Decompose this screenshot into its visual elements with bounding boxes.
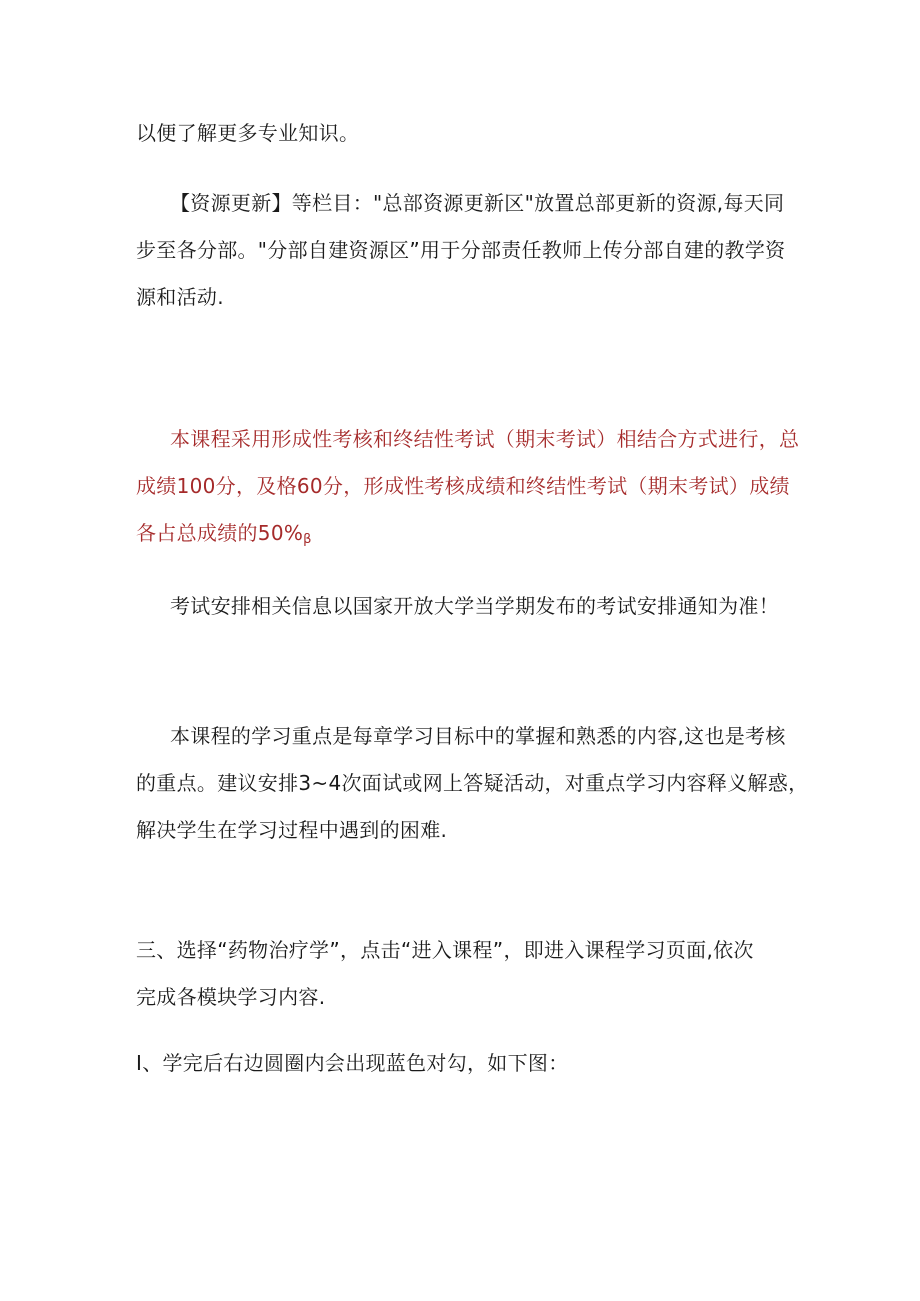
- text-line: 【资源更新】等栏目："总部资源更新区"放置总部更新的资源,每天同: [170, 191, 785, 215]
- text-line: 考试安排相关信息以国家开放大学当学期发布的考试安排通知为准！: [170, 594, 779, 618]
- paragraph-step-one: [136, 1040, 792, 1087]
- text-line: [136, 510, 792, 563]
- text-line: 以便了解更多专业知识。: [136, 121, 360, 145]
- text-fragment: 各占总成绩的50%: [136, 521, 304, 545]
- text-line: 源和活动.: [136, 285, 224, 309]
- text-line: I、学完后右边圆圈内会出现蓝色对勾，如下图：: [136, 1051, 569, 1075]
- paragraph-assessment: [136, 416, 800, 563]
- text-line: 本课程采用形成性考核和终结性考试（期末考试）相结合方式进行，总: [170, 427, 800, 451]
- text-artifact: β: [303, 532, 312, 547]
- paragraph-exam-notice: [136, 583, 792, 630]
- text-line: 的重点。建议安排3~4次面试或网上答疑活动，对重点学习内容释义解惑，: [136, 771, 809, 795]
- text-line: 完成各模块学习内容.: [136, 985, 326, 1009]
- text-line: 本课程的学习重点是每章学习目标中的掌握和熟悉的内容,这也是考核: [170, 724, 786, 748]
- text-line: 三、选择“药物治疗学”，点击“进入课程”，即进入课程学习页面,依次: [136, 938, 754, 962]
- paragraph-key-points: [136, 713, 809, 854]
- paragraph-resource-update: [136, 180, 792, 321]
- text-line: 解决学生在学习过程中遇到的困难.: [136, 818, 448, 842]
- paragraph-intro-end: [136, 110, 792, 157]
- text-line: 成绩100分，及格60分，形成性考核成绩和终结性考试（期末考试）成绩: [136, 474, 790, 498]
- text-line: 步至各分部。"分部自建资源区”用于分部责任教师上传分部自建的教学资: [136, 238, 786, 262]
- paragraph-step-three: [136, 927, 792, 1021]
